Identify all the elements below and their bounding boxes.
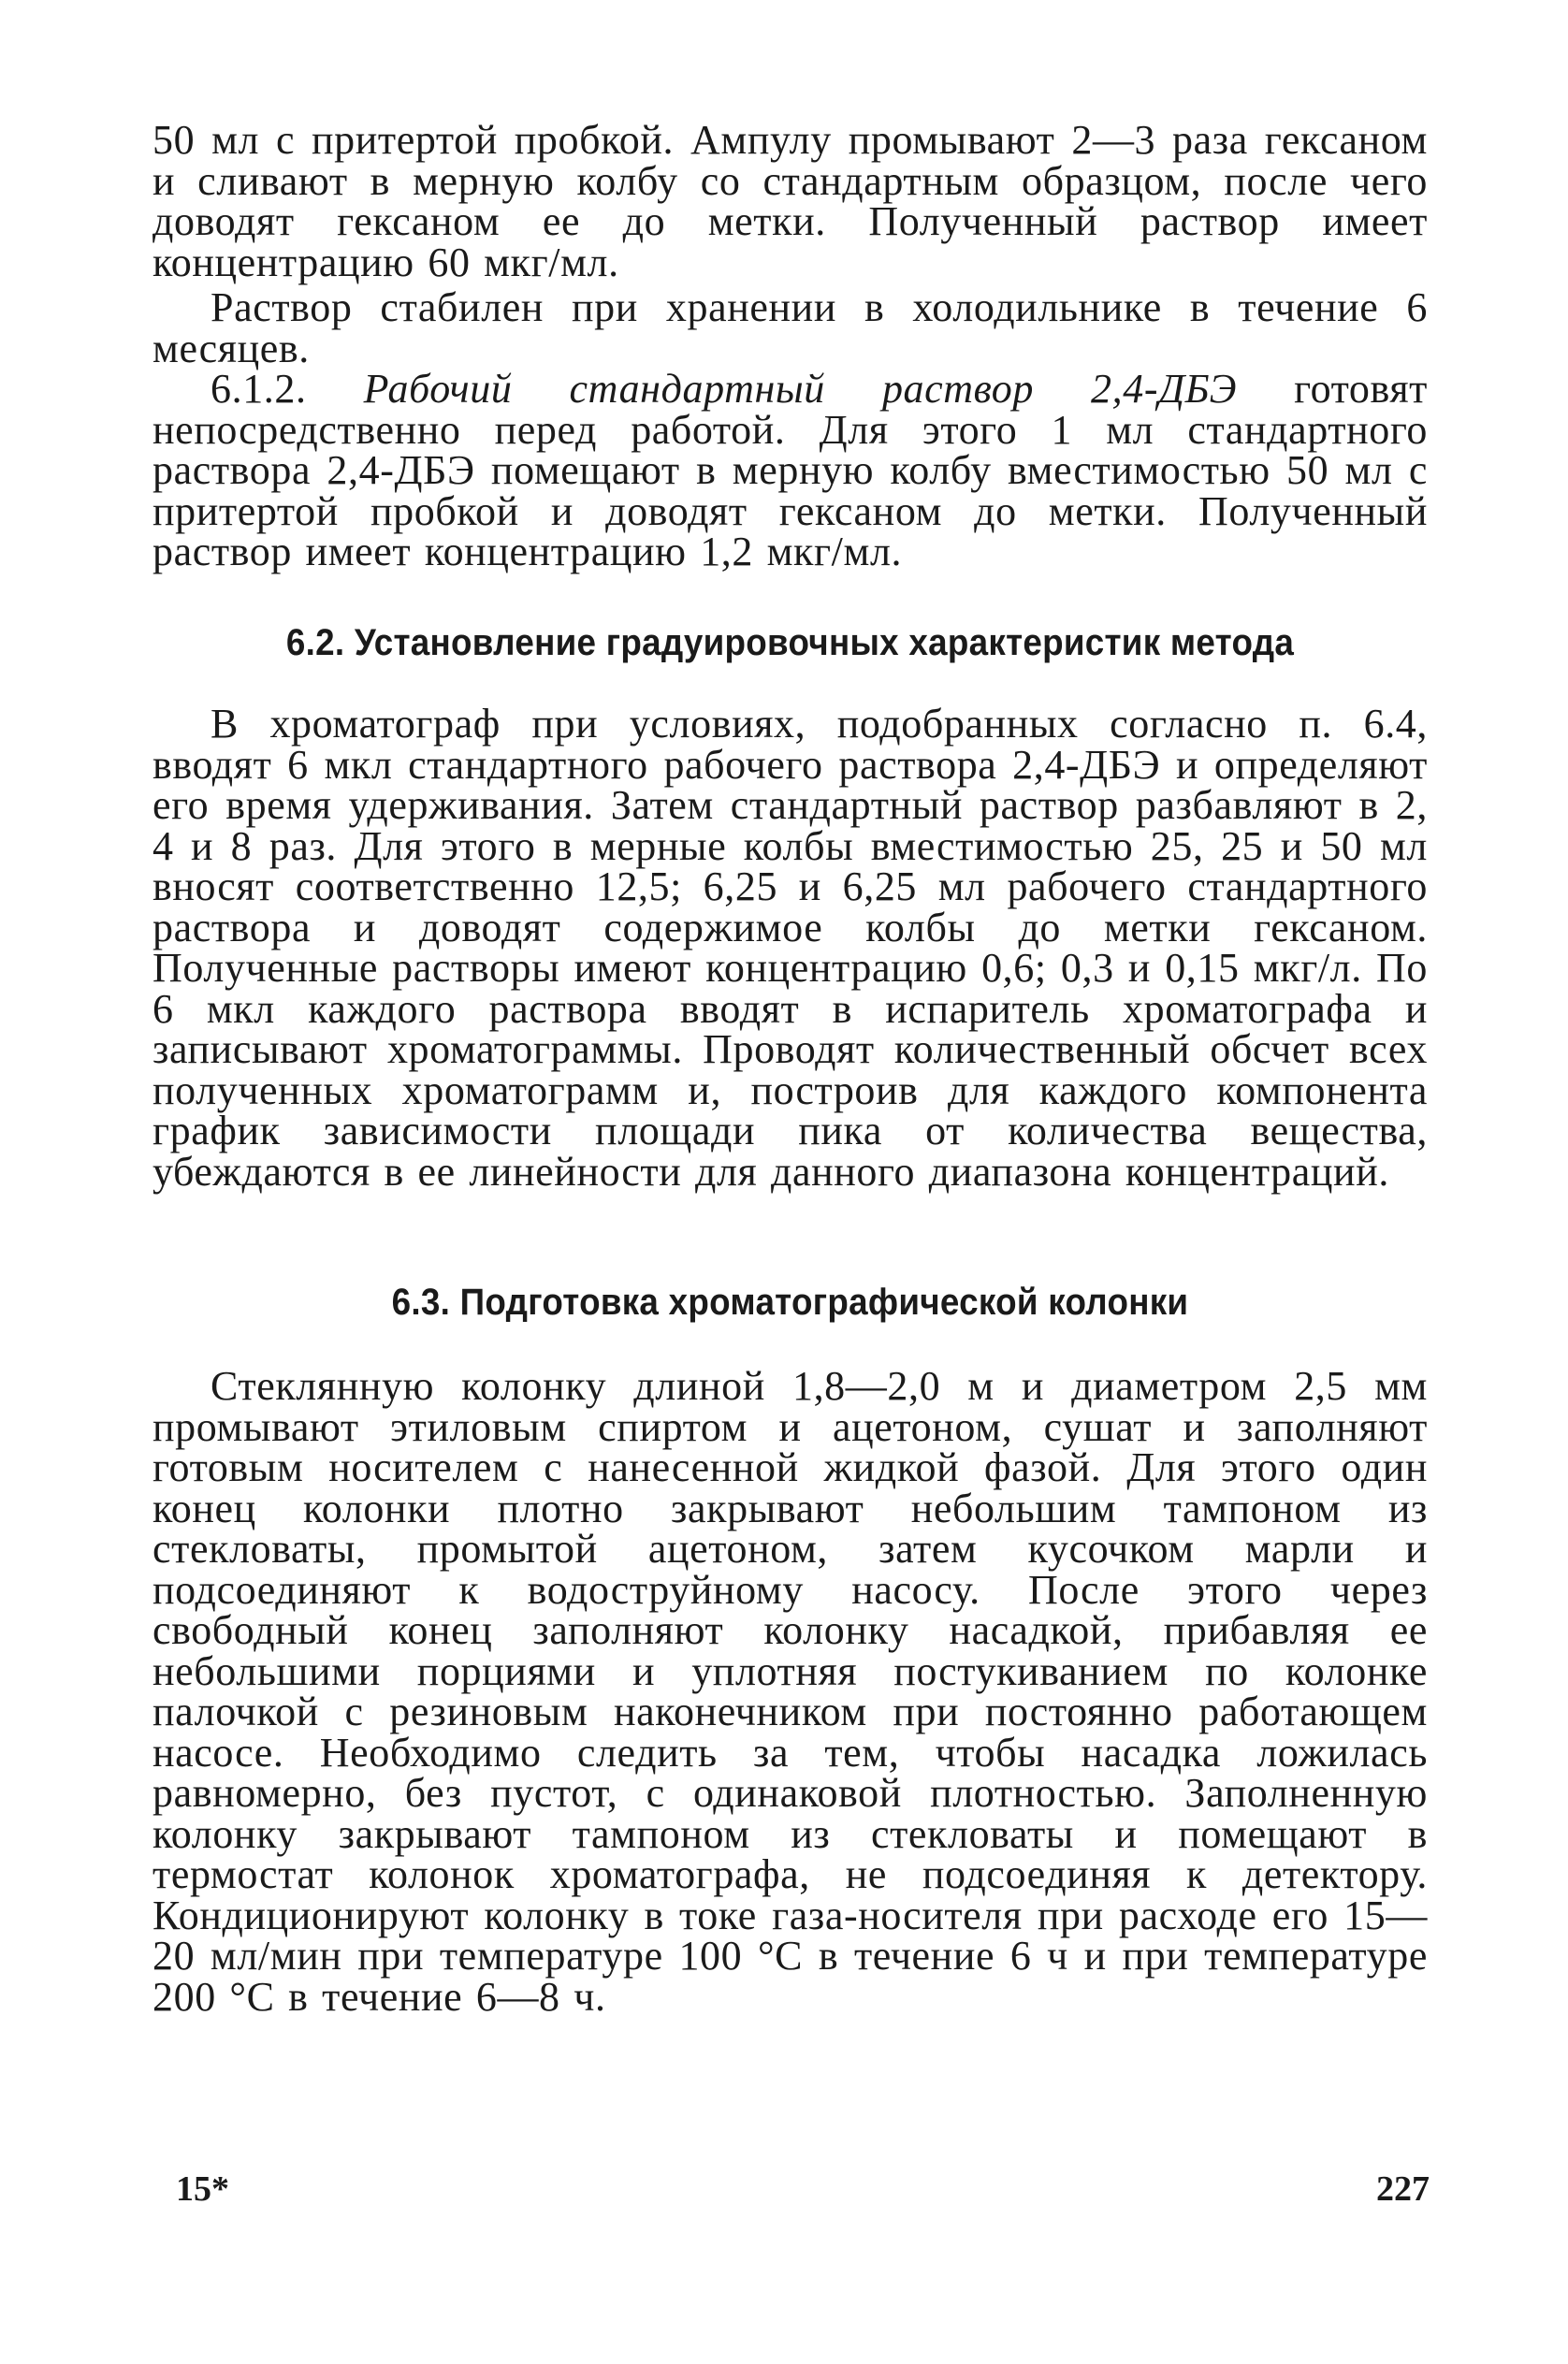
section-63-heading: 6.3. Подготовка хроматографической колонки (391, 1282, 1189, 1323)
stability-block (152, 284, 1428, 371)
section-63-block (152, 1363, 1428, 2020)
section-63-paragraph: Стеклянную колонку длиной 1,8—2,0 м и диаметром 2,5 мм промывают этиловым спиртом и ацетоном, сушат и заполняют готовым носителем с нанесенной жидкой фазой. Для этого один конец колонки плотно закрывают небольшим тампоном из стекловаты, промытой ацетоном, затем кусочком марли и подсоединяют к водоструйному насосу. После этого через свободный конец заполняют колонку насадкой, прибавляя ее небольшими порциями и уплотняя постукиванием по колонке палочкой с резиновым наконечником при постоянно работающем насосе. Необходимо следить за тем, чтобы насадка ложилась равномерно, без пустот, с одинаковой плотностью. Заполненную колонку закрывают тампоном из стекловаты и помещают в термостат колонок хроматографа, не подсоединяя к детектору. Кондиционируют колонку в токе газа-носителя при расходе его 15—20 мл/мин при температуре 100 °С в течение 6 ч и при температуре 200 °С в течение 6—8 ч. (152, 1363, 1428, 2020)
page-number: 227 (1376, 2169, 1430, 2209)
section-62-heading-block (152, 619, 1428, 666)
stability-paragraph: Раствор стабилен при хранении в холодильнике в течение 6 месяцев. (152, 284, 1428, 371)
section-63-heading-block (152, 1279, 1428, 1326)
section-62-heading: 6.2. Установление градуировочных характеристик метода (285, 622, 1295, 663)
section-62-block (152, 701, 1428, 1195)
signature-mark: 15* (176, 2169, 229, 2209)
item-612-text: готовят непосредственно перед работой. Для этого 1 мл стандартного раствора 2,4-ДБЭ помещают в мерную колбу вместимостью 50 мл с притертой пробкой и доводят гексаном до метки. Полученный раствор имеет концентрацию 1,2 мкг/мл. (152, 366, 1428, 574)
continuation-paragraph: 50 мл с притертой пробкой. Ампулу промывают 2—3 раза гексаном и сливают в мерную колбу со стандартным образцом, после чего доводят гексаном ее до метки. Полученный раствор имеет концентрацию 60 мкг/мл. (152, 117, 1428, 285)
continuation-block (152, 117, 1428, 285)
item-612-paragraph (152, 366, 1428, 574)
item-612-title: Рабочий стандартный раствор 2,4-ДБЭ (363, 366, 1238, 412)
item-612-block (152, 366, 1428, 574)
section-62-paragraph: В хроматограф при условиях, подобранных согласно п. 6.4, вводят 6 мкл стандартного рабочего раствора 2,4-ДБЭ и определяют его время удерживания. Затем стандартный раствор разбавляют в 2, 4 и 8 раз. Для этого в мерные колбы вместимостью 25, 25 и 50 мл вносят соответственно 12,5; 6,25 и 6,25 мл рабочего стандартного раствора и доводят содержимое колбы до метки гексаном. Полученные растворы имеют концентрацию 0,6; 0,3 и 0,15 мкг/л. По 6 мкл каждого раствора вводят в испаритель хроматографа и записывают хроматограммы. Проводят количественный обсчет всех полученных хроматограмм и, построив для каждого компонента график зависимости площади пика от количества вещества, убеждаются в ее линейности для данного диапазона концентраций. (152, 701, 1428, 1195)
item-612-number: 6.1.2. (211, 366, 307, 412)
